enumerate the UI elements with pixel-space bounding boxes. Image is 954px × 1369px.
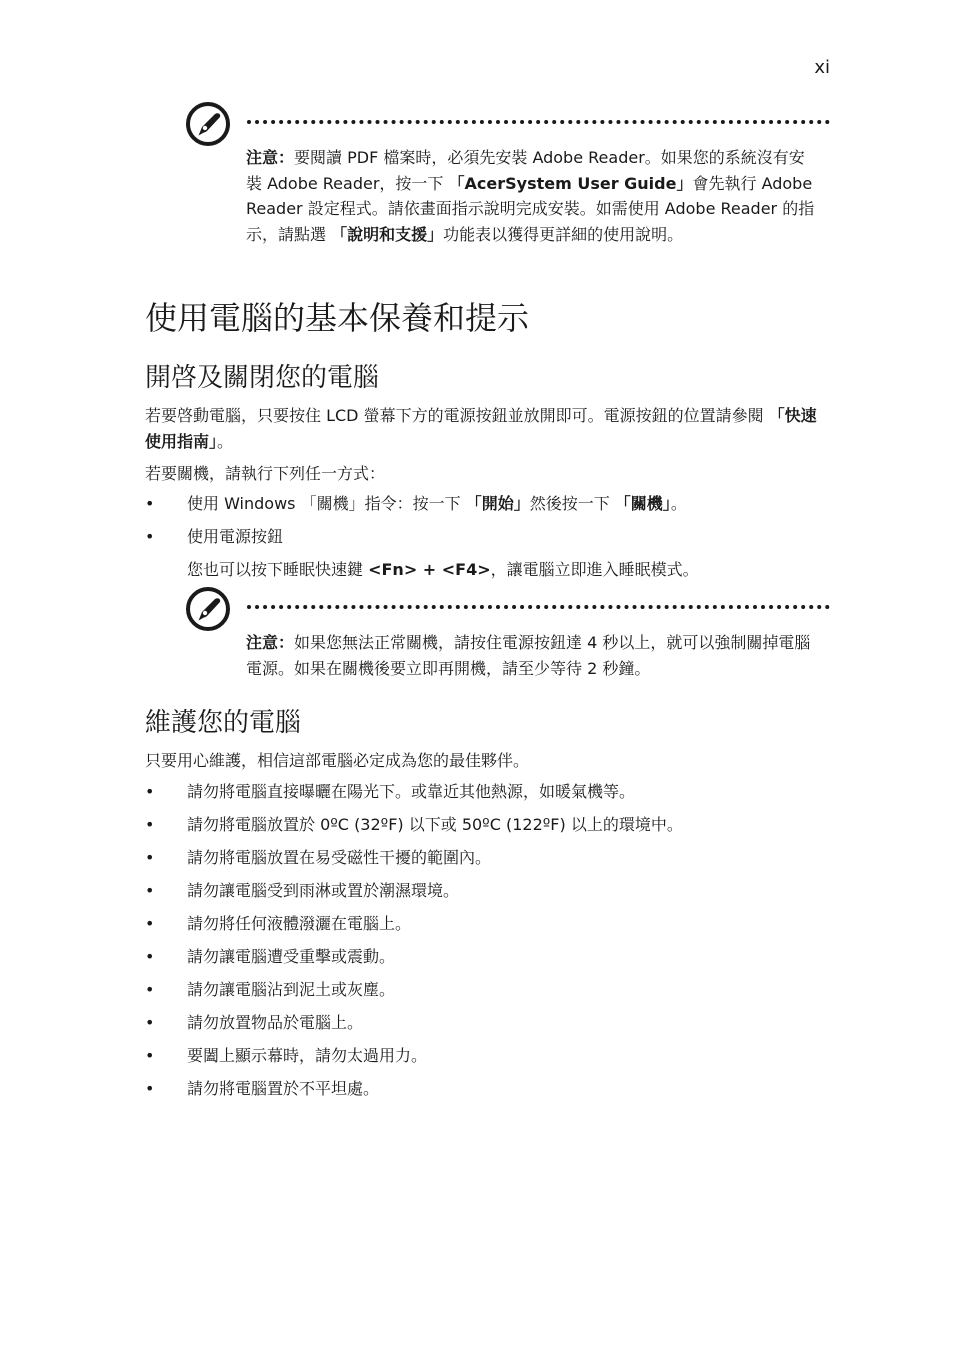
- list-item: [145, 779, 825, 812]
- care-item-text: 請勿讓電腦沾到泥土或灰塵。: [187, 980, 396, 999]
- care-item-text: 請勿讓電腦遭受重擊或震動。: [187, 947, 396, 966]
- care-item-text: 請勿將電腦直接曝曬在陽光下。或靠近其他熱源，如暖氣機等。: [187, 782, 636, 801]
- note-pen-icon: [185, 586, 231, 632]
- note-label: 注意：: [246, 148, 295, 167]
- bullet: •: [145, 1013, 155, 1032]
- list-item: [145, 1043, 825, 1076]
- list-item: • 使用電源按鈕: [145, 524, 825, 557]
- care-item-text: 請勿將電腦放置在易受磁性干擾的範圍內。: [187, 848, 492, 867]
- note-pen-icon: [185, 101, 231, 147]
- bullet: •: [145, 1046, 155, 1065]
- list-item: [145, 845, 825, 878]
- shutdown-intro: 若要關機，請執行下列任一方式：: [145, 464, 386, 483]
- note-block-shutdown: [185, 586, 830, 686]
- quick-guide-ref: 「快速使用指南」: [145, 406, 817, 451]
- power-intro: 若要啓動電腦，只要按住 LCD 螢幕下方的電源按鈕並放開即可。電源按鈕的位置請參閱 「快速使用指南」。: [145, 406, 817, 451]
- sleep-hotkey: <Fn> + <F4>: [368, 560, 491, 579]
- acersystem-user-guide-ref: 「AcerSystem User Guide」: [448, 173, 693, 193]
- power-heading: 開啓及關閉您的電腦: [145, 363, 380, 393]
- care-item-text: 請勿將任何液體潑灑在電腦上。: [187, 914, 412, 933]
- care-item-text: 請勿將電腦置於不平坦處。: [187, 1079, 380, 1098]
- care-item-text: 請勿放置物品於電腦上。: [187, 1013, 364, 1032]
- note-dotted-rule: [247, 120, 830, 124]
- bullet: •: [145, 848, 155, 867]
- bullet: •: [145, 782, 155, 801]
- bullet: •: [145, 881, 155, 900]
- sleep-hotkey-text: 您也可以按下睡眠快速鍵 <Fn> + <F4>，讓電腦立即進入睡眠模式。: [187, 560, 699, 579]
- note-block-reader: [185, 101, 830, 276]
- list-item: [145, 944, 825, 977]
- note-dotted-rule: [247, 605, 830, 609]
- list-item: [145, 878, 825, 911]
- list-item: • 使用 Windows 「關機」指令：按一下 「開始」然後按一下 「關機」。: [145, 491, 825, 524]
- care-heading: 維護您的電腦: [145, 708, 302, 738]
- shutdown-list: [145, 491, 825, 557]
- list-item: [145, 911, 825, 944]
- note-text: 注意：如果您無法正常關機，請按住電源按鈕達 4 秒以上，就可以強制關掉電腦電源。如果在關機後要立即再開機，請至少等待 2 秒鐘。: [246, 633, 811, 678]
- section-title: 使用電腦的基本保養和提示: [145, 299, 530, 337]
- care-item-text: 要闔上顯示幕時，請勿太過用力。: [187, 1046, 428, 1065]
- care-intro: 只要用心維護，相信這部電腦必定成為您的最佳夥伴。: [145, 751, 530, 770]
- bullet: •: [145, 980, 155, 999]
- bullet: •: [145, 914, 155, 933]
- help-and-support-ref: 「說明和支援」: [331, 224, 444, 244]
- note-text: 注意：要閱讀 PDF 檔案時，必須先安裝 Adobe Reader。如果您的系統沒有安裝 Adobe Reader，按一下 「AcerSystem User Guide」會先執行 Adobe Reader 設定程式。請依畫面指示說明完成安裝。如需使用 Adobe Reader 的指示，請點選 「說明和支援」功能表以獲得更詳細的使用說明。: [246, 148, 815, 244]
- list-item: [145, 1076, 825, 1109]
- note-label: 注意：: [246, 633, 295, 652]
- bullet: •: [145, 1079, 155, 1098]
- care-item-text: 請勿將電腦放置於 0ºC (32ºF) 以下或 50ºC (122ºF) 以上的環境中。: [187, 815, 683, 834]
- list-item: [145, 977, 825, 1010]
- shutdown-ref: 「關機」: [614, 494, 671, 513]
- list-item: [145, 1010, 825, 1043]
- bullet: •: [145, 947, 155, 966]
- list-item: [145, 812, 825, 845]
- bullet: •: [145, 494, 155, 513]
- bullet: •: [145, 815, 155, 834]
- bullet: •: [145, 527, 155, 546]
- care-item-text: 請勿讓電腦受到雨淋或置於潮濕環境。: [187, 881, 460, 900]
- care-list: [145, 779, 825, 1109]
- start-ref: 「開始」: [465, 494, 530, 513]
- page-number: xi: [814, 57, 830, 78]
